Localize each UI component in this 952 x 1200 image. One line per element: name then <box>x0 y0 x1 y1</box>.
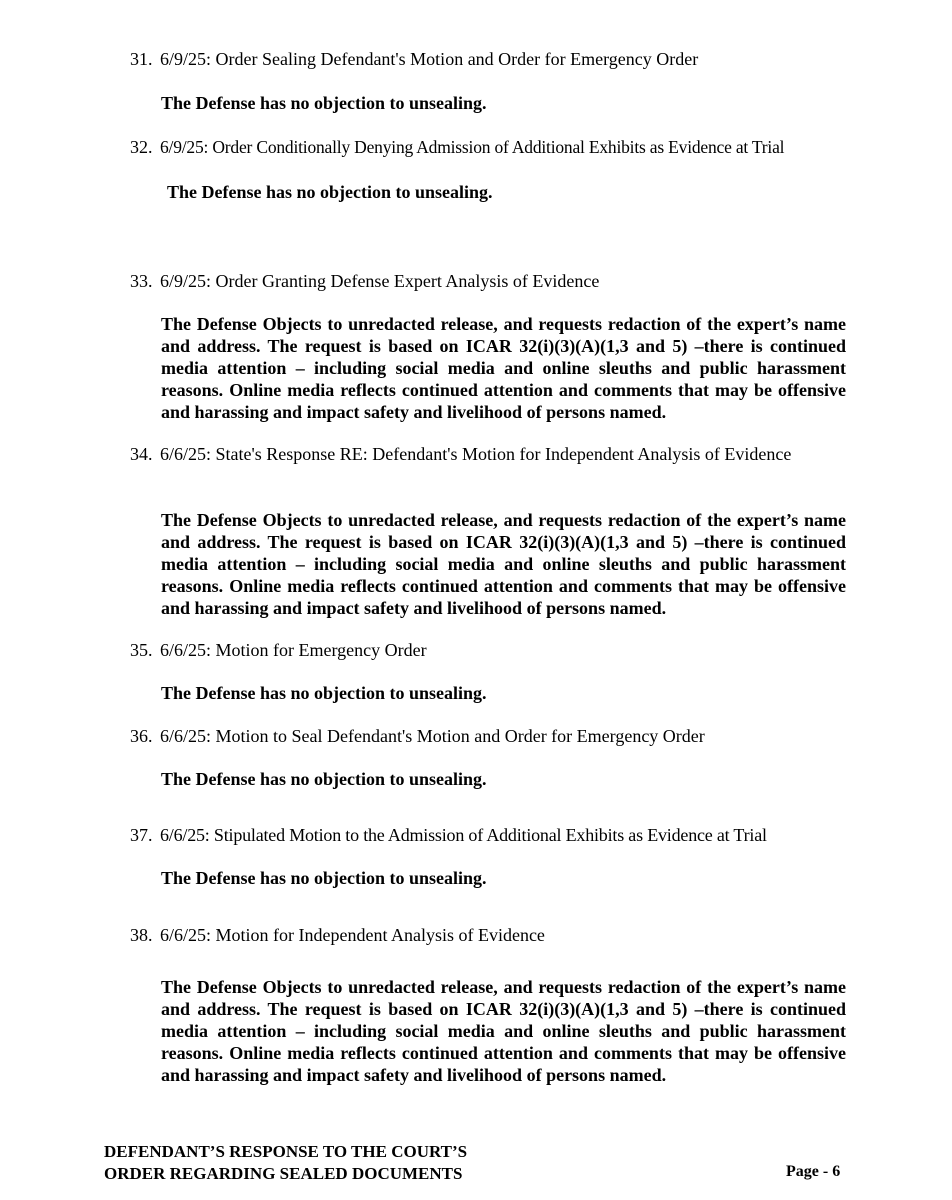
entry-heading <box>130 443 846 465</box>
entry-number: 35. <box>130 640 153 660</box>
entry-title: 6/6/25: Motion to Seal Defendant's Motion and Order for Emergency Order <box>160 726 705 746</box>
defense-response: The Defense has no objection to unsealing. <box>161 683 487 703</box>
docket-entry <box>130 48 846 70</box>
entry-heading <box>130 136 846 158</box>
entry-title: 6/6/25: Stipulated Motion to the Admission of Additional Exhibits as Evidence at Trial <box>160 825 767 845</box>
docket-entry <box>130 136 846 158</box>
entry-title: 6/9/25: Order Conditionally Denying Admission of Additional Exhibits as Evidence at Trial <box>160 137 785 157</box>
entry-heading <box>130 48 846 70</box>
defense-response: The Defense Objects to unredacted release, and requests redaction of the expert’s name and address. The request is based on ICAR 32(i)(3)(A)(1,3 and 5) –there is continued media attention – including social media and online sleuths and public harassment reasons. Online media reflects continued attention and comments that may be offensive and harassing and impact safety and livelihood of persons named. <box>161 977 846 1085</box>
entry-number: 36. <box>130 726 153 746</box>
entry-heading <box>130 924 846 946</box>
entry-number: 37. <box>130 825 153 845</box>
entry-title: 6/9/25: Order Granting Defense Expert Analysis of Evidence <box>160 271 600 291</box>
defense-response: The Defense has no objection to unsealing. <box>161 868 487 888</box>
defense-response: The Defense Objects to unredacted release, and requests redaction of the expert’s name and address. The request is based on ICAR 32(i)(3)(A)(1,3 and 5) –there is continued media attention – including social media and online sleuths and public harassment reasons. Online media reflects continued attention and comments that may be offensive and harassing and impact safety and livelihood of persons named. <box>161 510 846 618</box>
docket-entry <box>130 270 846 292</box>
entry-number: 34. <box>130 444 153 464</box>
footer-document-title <box>104 1141 467 1185</box>
docket-entry <box>130 824 846 846</box>
entry-number: 38. <box>130 925 153 945</box>
defense-response: The Defense has no objection to unsealing. <box>167 182 493 202</box>
docket-entry <box>130 443 846 465</box>
entry-heading <box>130 639 846 661</box>
footer-title-line: ORDER REGARDING SEALED DOCUMENTS <box>104 1164 463 1183</box>
entry-title: 6/6/25: Motion for Emergency Order <box>160 640 427 660</box>
defense-response: The Defense Objects to unredacted release, and requests redaction of the expert’s name and address. The request is based on ICAR 32(i)(3)(A)(1,3 and 5) –there is continued media attention – including social media and online sleuths and public harassment reasons. Online media reflects continued attention and comments that may be offensive and harassing and impact safety and livelihood of persons named. <box>161 314 846 422</box>
entry-title: 6/9/25: Order Sealing Defendant's Motion and Order for Emergency Order <box>160 49 699 69</box>
entry-heading <box>130 824 846 846</box>
page-number: Page - 6 <box>786 1163 841 1180</box>
entry-title: 6/6/25: State's Response RE: Defendant's Motion for Independent Analysis of Evidence <box>160 444 792 464</box>
entry-number: 33. <box>130 271 153 291</box>
docket-entry <box>130 725 846 747</box>
entry-number: 32. <box>130 137 153 157</box>
defense-response: The Defense has no objection to unsealing. <box>161 93 487 113</box>
entry-heading <box>130 270 846 292</box>
defense-response: The Defense has no objection to unsealing. <box>161 769 487 789</box>
entry-heading <box>130 725 846 747</box>
entry-number: 31. <box>130 49 153 69</box>
docket-entry <box>130 924 846 946</box>
docket-entry <box>130 639 846 661</box>
entry-title: 6/6/25: Motion for Independent Analysis of Evidence <box>160 925 545 945</box>
footer-title-line: DEFENDANT’S RESPONSE TO THE COURT’S <box>104 1142 468 1161</box>
